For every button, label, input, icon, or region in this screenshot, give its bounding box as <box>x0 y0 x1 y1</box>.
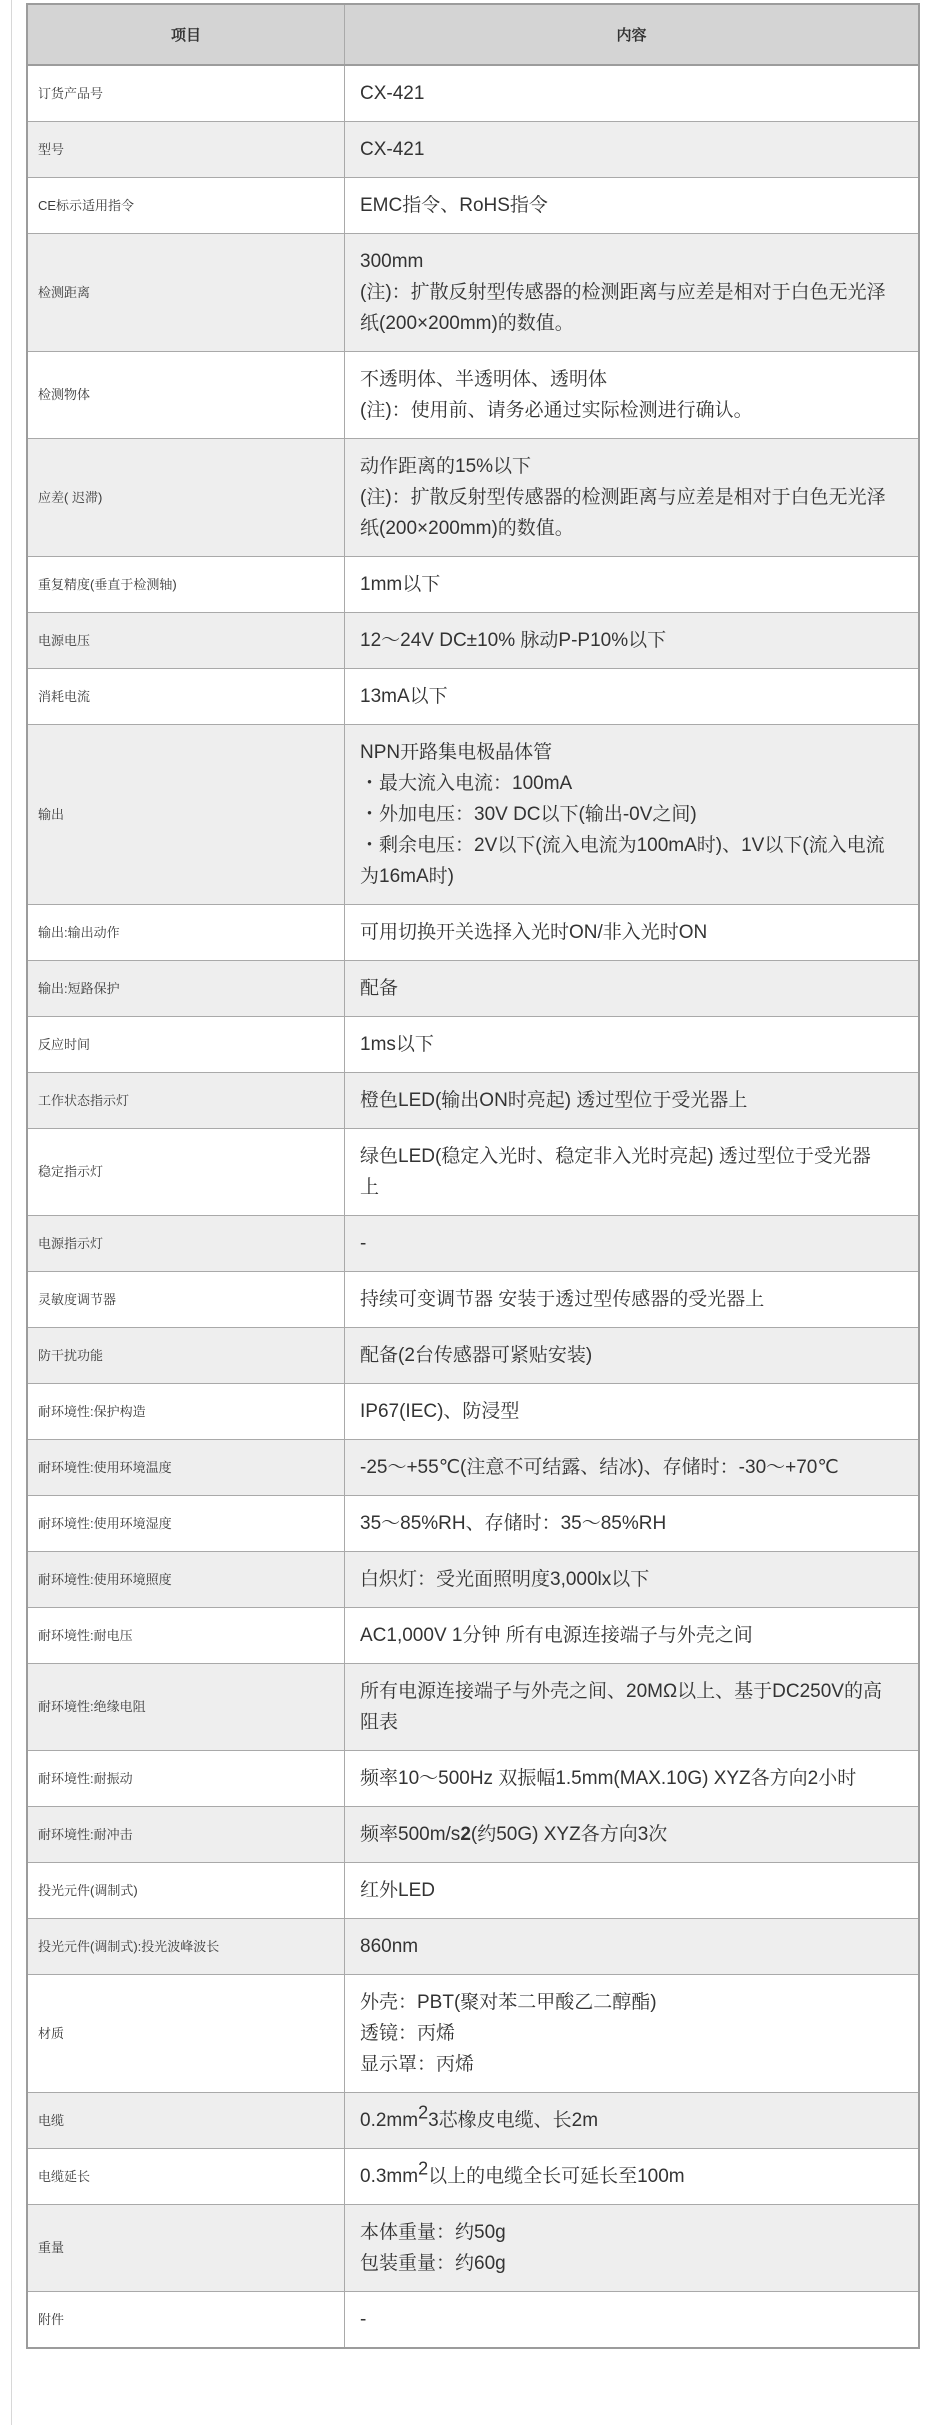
row-label: 防干扰功能 <box>27 1328 345 1384</box>
text-segment: ・外加电压：30V DC以下(输出-0V之间) <box>360 804 697 825</box>
value-line <box>360 1340 888 1371</box>
value-line <box>360 917 888 948</box>
value-line <box>360 1931 888 1962</box>
value-line <box>360 1763 888 1794</box>
text-segment: EMC指令、RoHS指令 <box>360 195 548 216</box>
text-segment: 35～85%RH、存储时：35～85%RH <box>360 1513 667 1534</box>
row-value <box>345 1384 920 1440</box>
value-line <box>360 768 888 799</box>
row-value <box>345 725 920 905</box>
value-line <box>360 2018 888 2049</box>
row-label: 稳定指示灯 <box>27 1129 345 1216</box>
row-label: 输出:输出动作 <box>27 905 345 961</box>
table-row <box>27 1328 919 1384</box>
table-row <box>27 961 919 1017</box>
row-label: 材质 <box>27 1975 345 2093</box>
value-line <box>360 973 888 1004</box>
text-segment: 所有电源连接端子与外壳之间、20MΩ以上、基于DC250V的高阻表 <box>360 1681 882 1733</box>
value-line <box>360 1085 888 1116</box>
row-value <box>345 122 920 178</box>
table-row <box>27 234 919 352</box>
value-line <box>360 1620 888 1651</box>
row-value <box>345 613 920 669</box>
text-segment: 透镜：丙烯 <box>360 2023 456 2044</box>
row-value <box>345 439 920 557</box>
table-row <box>27 1664 919 1751</box>
table-row <box>27 122 919 178</box>
value-line <box>360 2158 888 2192</box>
row-value <box>345 2149 920 2205</box>
row-value <box>345 1017 920 1073</box>
row-label: 耐环境性:绝缘电阻 <box>27 1664 345 1751</box>
text-segment: 白炽灯：受光面照明度3,000lx以下 <box>360 1569 650 1590</box>
row-value <box>345 1664 920 1751</box>
row-value <box>345 1272 920 1328</box>
row-value <box>345 178 920 234</box>
table-row <box>27 2149 919 2205</box>
text-segment: 以上的电缆全长可延长至100m <box>428 2166 685 2187</box>
row-value <box>345 1073 920 1129</box>
value-line <box>360 681 888 712</box>
row-label: 电源指示灯 <box>27 1216 345 1272</box>
table-row <box>27 1975 919 2093</box>
text-segment: 1ms以下 <box>360 1034 434 1055</box>
table-row <box>27 2205 919 2292</box>
table-row <box>27 1440 919 1496</box>
row-value <box>345 1807 920 1863</box>
value-line <box>360 1228 888 1259</box>
row-label: 附件 <box>27 2292 345 2349</box>
row-value <box>345 1751 920 1807</box>
row-label: 检测距离 <box>27 234 345 352</box>
row-value <box>345 905 920 961</box>
value-line <box>360 1452 888 1483</box>
row-label: 订货产品号 <box>27 65 345 122</box>
text-segment: 0.3mm <box>360 2166 419 2187</box>
table-row <box>27 1608 919 1664</box>
text-segment: 1mm以下 <box>360 574 441 595</box>
text-segment: 动作距离的15%以下 <box>360 456 532 477</box>
row-label: 耐环境性:耐振动 <box>27 1751 345 1807</box>
spec-table-head <box>27 4 919 65</box>
text-segment: - <box>360 2309 367 2330</box>
value-line <box>360 395 888 426</box>
row-label: 反应时间 <box>27 1017 345 1073</box>
value-line <box>360 830 888 892</box>
text-segment: 不透明体、半透明体、透明体 <box>360 369 608 390</box>
column-header-content: 内容 <box>345 4 920 65</box>
row-label: 耐环境性:耐电压 <box>27 1608 345 1664</box>
bold-text: 2 <box>460 1824 471 1845</box>
value-line <box>360 1987 888 2018</box>
value-line <box>360 625 888 656</box>
page-edge-line <box>11 0 12 2425</box>
value-line <box>360 2049 888 2080</box>
value-line <box>360 1676 888 1738</box>
row-value <box>345 352 920 439</box>
spec-table <box>26 3 920 2349</box>
text-segment: 频率500m/s <box>360 1824 461 1845</box>
text-segment: 3芯橡皮电缆、长2m <box>428 2110 599 2131</box>
table-row <box>27 439 919 557</box>
table-row <box>27 613 919 669</box>
text-segment: (注)：使用前、请务必通过实际检测进行确认。 <box>360 400 753 421</box>
row-value <box>345 961 920 1017</box>
text-segment: 红外LED <box>360 1880 435 1901</box>
value-line <box>360 1029 888 1060</box>
row-label: 电源电压 <box>27 613 345 669</box>
text-segment: (注)：扩散反射型传感器的检测距离与应差是相对于白色无光泽纸(200×200mm)的数值。 <box>360 282 886 334</box>
text-segment: (约50G) XYZ各方向3次 <box>470 1824 668 1845</box>
text-segment: 配备(2台传感器可紧贴安装) <box>360 1345 593 1366</box>
text-segment: 300mm <box>360 251 424 272</box>
text-segment: 本体重量：约50g <box>360 2222 506 2243</box>
row-label: 重量 <box>27 2205 345 2292</box>
value-line <box>360 134 888 165</box>
row-value <box>345 1919 920 1975</box>
text-segment: 绿色LED(稳定入光时、稳定非入光时亮起) 透过型位于受光器上 <box>360 1146 871 1198</box>
text-segment: 频率10～500Hz 双振幅1.5mm(MAX.10G) XYZ各方向2小时 <box>360 1768 857 1789</box>
text-segment: 可用切换开关选择入光时ON/非入光时ON <box>360 922 708 943</box>
table-row <box>27 65 919 122</box>
table-row <box>27 2093 919 2149</box>
row-label: 耐环境性:使用环境温度 <box>27 1440 345 1496</box>
row-label: 检测物体 <box>27 352 345 439</box>
row-label: 输出:短路保护 <box>27 961 345 1017</box>
row-label: 灵敏度调节器 <box>27 1272 345 1328</box>
table-row <box>27 1129 919 1216</box>
row-value <box>345 1863 920 1919</box>
value-line <box>360 1508 888 1539</box>
table-row <box>27 669 919 725</box>
value-line <box>360 799 888 830</box>
row-label: 消耗电流 <box>27 669 345 725</box>
text-segment: 860nm <box>360 1936 419 1957</box>
text-segment: NPN开路集电极晶体管 <box>360 742 553 763</box>
table-row <box>27 1863 919 1919</box>
table-row <box>27 2292 919 2349</box>
row-value <box>345 1440 920 1496</box>
table-row <box>27 178 919 234</box>
table-row <box>27 1384 919 1440</box>
row-label: 型号 <box>27 122 345 178</box>
superscript-text: 2 <box>418 2158 429 2179</box>
row-label: 投光元件(调制式) <box>27 1863 345 1919</box>
table-row <box>27 1919 919 1975</box>
row-label: 重复精度(垂直于检测轴) <box>27 557 345 613</box>
text-segment: CX-421 <box>360 83 425 104</box>
row-value <box>345 2205 920 2292</box>
row-label: 耐环境性:耐冲击 <box>27 1807 345 1863</box>
row-value <box>345 1496 920 1552</box>
text-segment: 0.2mm <box>360 2110 419 2131</box>
table-row <box>27 557 919 613</box>
text-segment: 配备 <box>360 978 399 999</box>
row-label: 投光元件(调制式):投光波峰波长 <box>27 1919 345 1975</box>
text-segment: (注)：扩散反射型传感器的检测距离与应差是相对于白色无光泽纸(200×200mm)的数值。 <box>360 487 886 539</box>
value-line <box>360 246 888 277</box>
value-line <box>360 1396 888 1427</box>
row-label: 耐环境性:保护构造 <box>27 1384 345 1440</box>
value-line <box>360 1141 888 1203</box>
row-value <box>345 1216 920 1272</box>
value-line <box>360 2248 888 2279</box>
text-segment: IP67(IEC)、防浸型 <box>360 1401 520 1422</box>
value-line <box>360 277 888 339</box>
row-label: 耐环境性:使用环境湿度 <box>27 1496 345 1552</box>
text-segment: CX-421 <box>360 139 425 160</box>
table-row <box>27 1807 919 1863</box>
text-segment: 显示罩：丙烯 <box>360 2054 475 2075</box>
value-line <box>360 190 888 221</box>
text-segment: ・剩余电压：2V以下(流入电流为100mA时)、1V以下(流入电流为16mA时) <box>360 835 885 887</box>
row-value <box>345 557 920 613</box>
row-value <box>345 1129 920 1216</box>
row-value <box>345 234 920 352</box>
table-row <box>27 352 919 439</box>
table-row <box>27 1552 919 1608</box>
row-label: 电缆 <box>27 2093 345 2149</box>
value-line <box>360 569 888 600</box>
header-row <box>27 4 919 65</box>
row-value <box>345 1608 920 1664</box>
text-segment: 12～24V DC±10% 脉动P-P10%以下 <box>360 630 667 651</box>
value-line <box>360 2304 888 2335</box>
value-line <box>360 1875 888 1906</box>
text-segment: -25～+55℃(注意不可结露、结冰)、存储时：-30～+70℃ <box>360 1457 839 1478</box>
row-value <box>345 1552 920 1608</box>
value-line <box>360 737 888 768</box>
table-row <box>27 1496 919 1552</box>
row-value <box>345 1328 920 1384</box>
row-label: 耐环境性:使用环境照度 <box>27 1552 345 1608</box>
value-line <box>360 1819 888 1850</box>
row-label: 电缆延长 <box>27 2149 345 2205</box>
value-line <box>360 482 888 544</box>
table-row <box>27 1017 919 1073</box>
value-line <box>360 2217 888 2248</box>
row-value <box>345 65 920 122</box>
row-label: CE标示适用指令 <box>27 178 345 234</box>
row-label: 输出 <box>27 725 345 905</box>
text-segment: 外壳：PBT(聚对苯二甲酸乙二醇酯) <box>360 1992 657 2013</box>
value-line <box>360 364 888 395</box>
value-line <box>360 1564 888 1595</box>
value-line <box>360 78 888 109</box>
table-row <box>27 1073 919 1129</box>
row-value <box>345 669 920 725</box>
spec-table-body <box>27 65 919 2348</box>
value-line <box>360 1284 888 1315</box>
table-row <box>27 725 919 905</box>
text-segment: 橙色LED(输出ON时亮起) 透过型位于受光器上 <box>360 1090 748 1111</box>
value-line <box>360 451 888 482</box>
value-line <box>360 2102 888 2136</box>
table-row <box>27 1216 919 1272</box>
column-header-item: 项目 <box>27 4 345 65</box>
text-segment: 包装重量：约60g <box>360 2253 506 2274</box>
superscript-text: 2 <box>418 2102 429 2123</box>
row-label: 工作状态指示灯 <box>27 1073 345 1129</box>
row-value <box>345 1975 920 2093</box>
table-row <box>27 905 919 961</box>
row-value <box>345 2292 920 2349</box>
row-value <box>345 2093 920 2149</box>
text-segment: 持续可变调节器 安装于透过型传感器的受光器上 <box>360 1289 765 1310</box>
text-segment: AC1,000V 1分钟 所有电源连接端子与外壳之间 <box>360 1625 753 1646</box>
table-row <box>27 1272 919 1328</box>
text-segment: ・最大流入电流：100mA <box>360 773 573 794</box>
text-segment: - <box>360 1233 367 1254</box>
row-label: 应差( 迟滞) <box>27 439 345 557</box>
text-segment: 13mA以下 <box>360 686 448 707</box>
table-row <box>27 1751 919 1807</box>
